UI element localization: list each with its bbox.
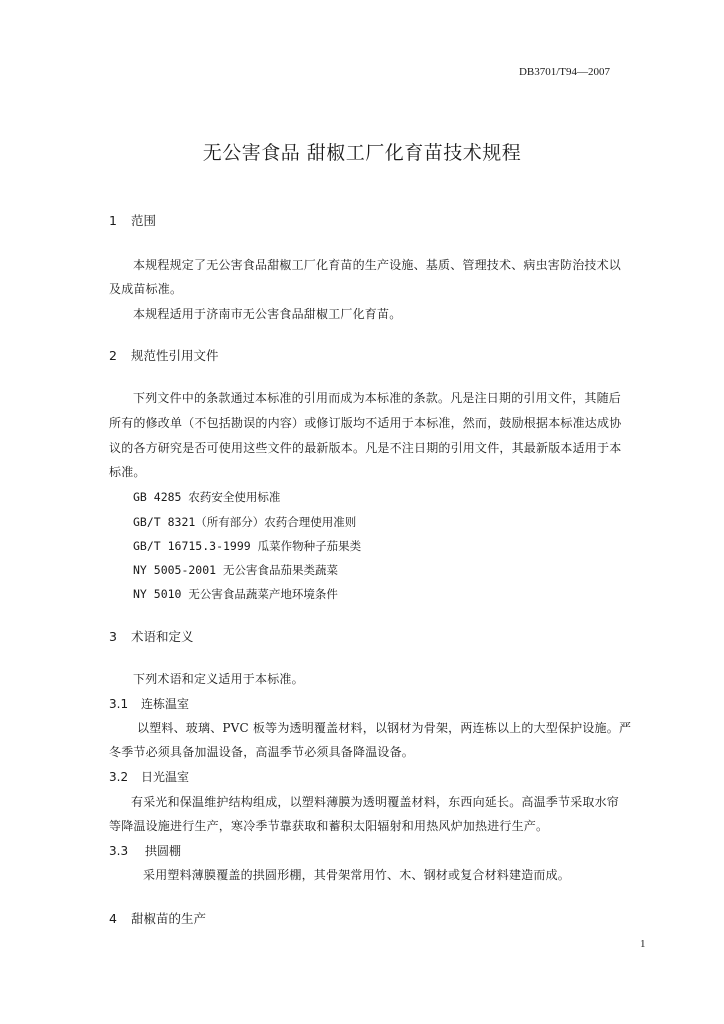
term-number: 3.2 [109, 770, 129, 784]
paragraph-line: 以塑料、玻璃、PVC 板等为透明覆盖材料，以钢材为骨架，两连栋以上的大型保护设施。严 [137, 721, 632, 735]
reference-item: NY 5010 无公害食品蔬菜产地环境条件 [133, 587, 338, 601]
term-number: 3.3 [109, 844, 129, 858]
section-number: 1 [109, 213, 117, 228]
section-heading-terms [109, 627, 194, 645]
term-name: 日光温室 [141, 770, 190, 784]
paragraph-line: 本规程适用于济南市无公害食品甜椒工厂化育苗。 [133, 307, 402, 321]
document-id: DB3701/T94—2007 [518, 66, 610, 78]
paragraph-line: 下列术语和定义适用于本标准。 [133, 672, 304, 686]
section-title: 规范性引用文件 [131, 348, 219, 363]
paragraph-line: 及成苗标准。 [109, 282, 183, 296]
paragraph-line: 所有的修改单（不包括勘误的内容）或修订版均不适用于本标准，然而，鼓励根据本标准达成协 [109, 416, 622, 430]
term-name: 拱圆棚 [145, 844, 182, 858]
term-heading [109, 695, 189, 712]
paragraph-line: 下列文件中的条款通过本标准的引用而成为本标准的条款。凡是注日期的引用文件，其随后 [133, 391, 622, 405]
section-heading-production [109, 909, 206, 927]
reference-item: GB/T 8321（所有部分）农药合理使用准则 [133, 515, 357, 529]
term-number: 3.1 [109, 697, 129, 711]
term-name: 连栋温室 [141, 697, 190, 711]
term-heading [109, 842, 181, 859]
page-number: 1 [640, 938, 646, 950]
reference-item: GB/T 16715.3-1999 瓜菜作物种子茄果类 [133, 539, 362, 553]
paragraph-line: 标准。 [109, 465, 146, 479]
section-number: 4 [109, 911, 117, 926]
reference-item: GB 4285 农药安全使用标准 [133, 490, 281, 504]
page-title: 无公害食品 甜椒工厂化育苗技术规程 [202, 142, 522, 164]
reference-item: NY 5005-2001 无公害食品茄果类蔬菜 [133, 563, 339, 577]
paragraph-line: 议的各方研究是否可使用这些文件的最新版本。凡是不注日期的引用文件，其最新版本适用于本 [109, 441, 622, 455]
paragraph-line: 有采光和保温维护结构组成，以塑料薄膜为透明覆盖材料，东西向延长。高温季节采取水帘 [131, 795, 620, 809]
section-number: 2 [109, 348, 117, 363]
section-title: 甜椒苗的生产 [131, 911, 207, 926]
section-title: 范围 [131, 213, 157, 228]
paragraph-line: 等降温设施进行生产，寒冷季节靠获取和蓄积太阳辐射和用热风炉加热进行生产。 [109, 819, 549, 833]
paragraph-line: 本规程规定了无公害食品甜椒工厂化育苗的生产设施、基质、管理技术、病虫害防治技术以 [133, 258, 622, 272]
term-heading [109, 768, 189, 785]
section-number: 3 [109, 629, 117, 644]
paragraph-line: 冬季节必须具备加温设备，高温季节必须具备降温设备。 [109, 745, 415, 759]
paragraph-line: 采用塑料薄膜覆盖的拱圆形棚，其骨架常用竹、木、钢材或复合材料建造而成。 [143, 868, 571, 882]
section-title: 术语和定义 [131, 629, 194, 644]
section-heading-normative-references [109, 346, 219, 364]
section-heading-scope [109, 211, 156, 229]
